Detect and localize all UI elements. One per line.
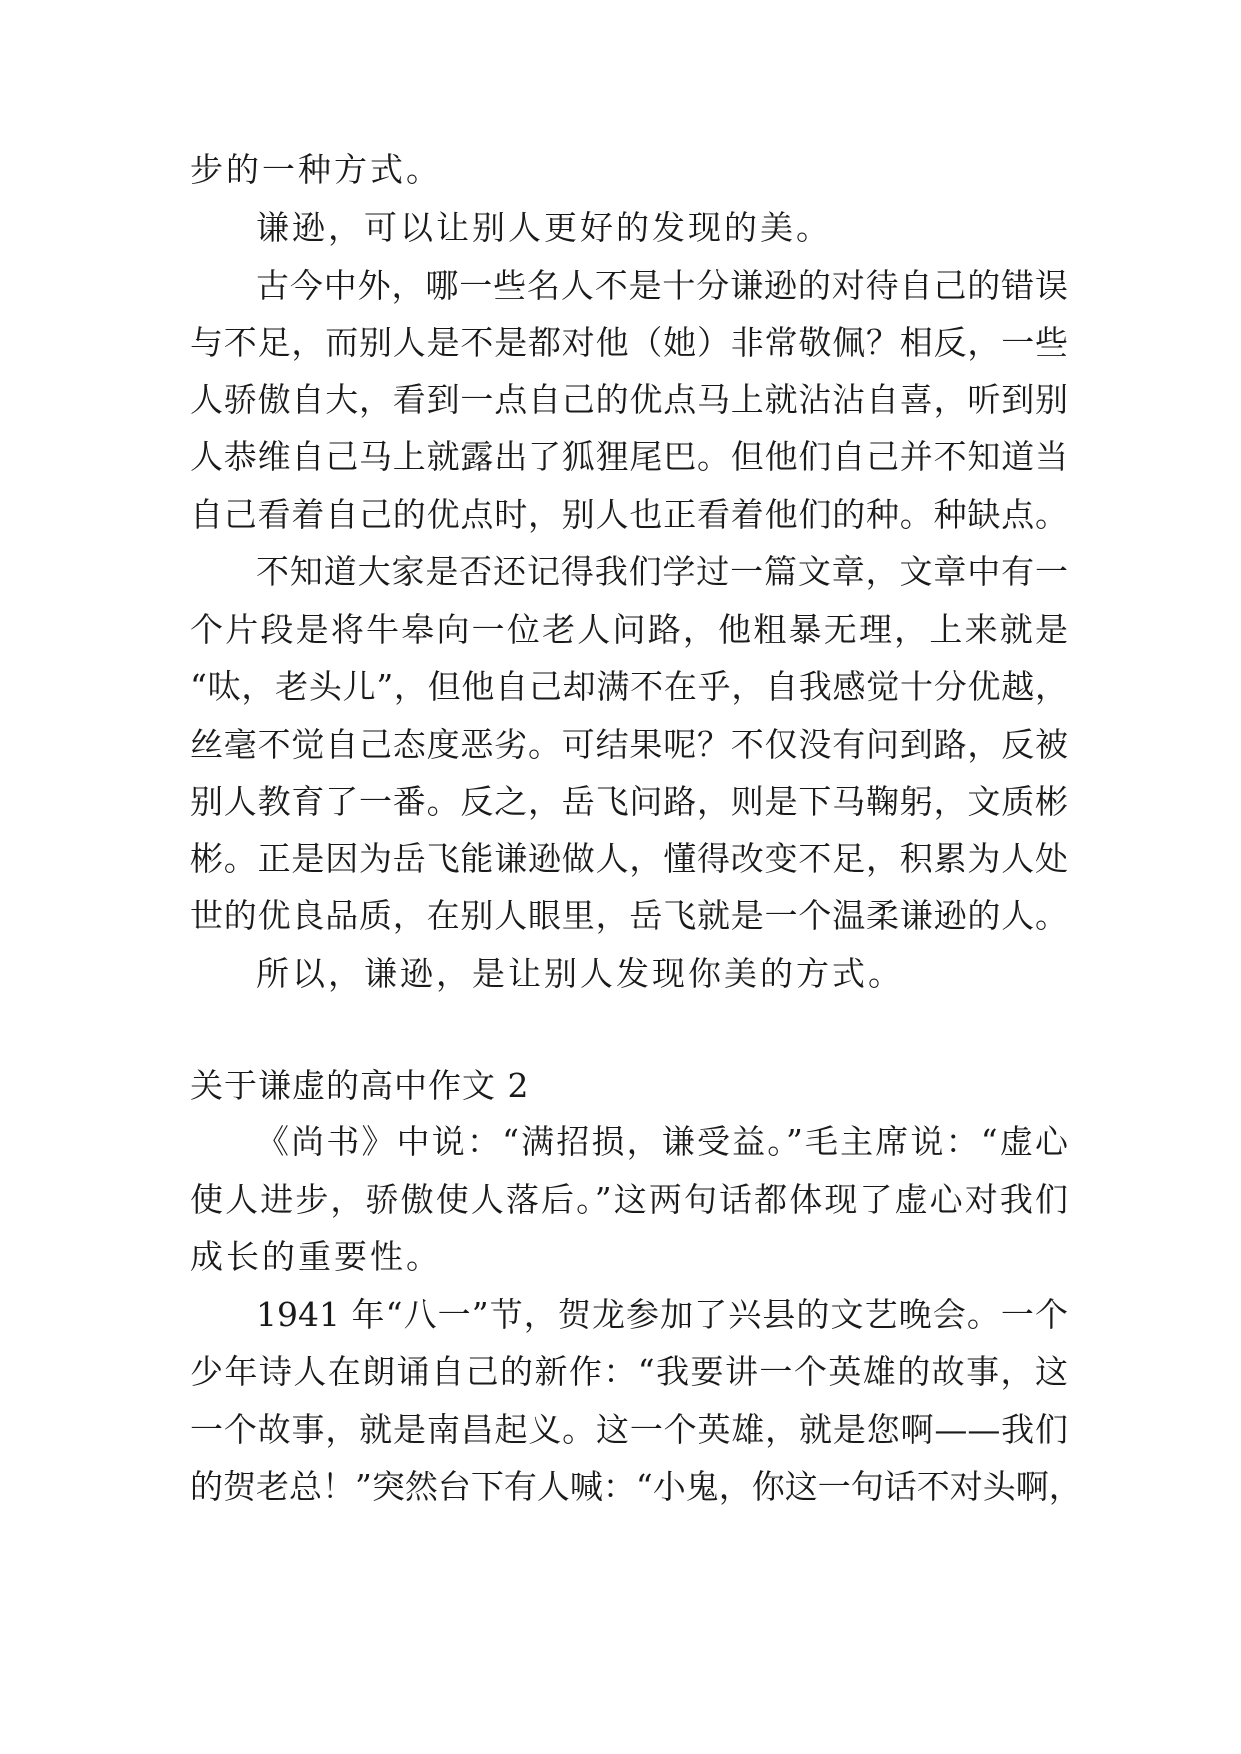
paragraph-line: 的贺老总！”突然台下有人喊：“小鬼，你这一句话不对头啊， (190, 1467, 1082, 1506)
paragraph-line: 别人教育了一番。反之，岳飞问路，则是下马鞠躬，文质彬 (190, 782, 1068, 821)
paragraph-line: 一个故事，就是南昌起义。这一个英雄，就是您啊——我们 (190, 1410, 1068, 1449)
paragraph-line: “呔，老头儿”，但他自己却满不在乎，自我感觉十分优越， (190, 667, 1068, 706)
paragraph-line: 步的一种方式。 (190, 150, 442, 189)
paragraph-line: 世的优良品质，在别人眼里，岳飞就是一个温柔谦逊的人。 (190, 896, 1068, 935)
paragraph-line: 丝毫不觉自己态度恶劣。可结果呢？不仅没有问到路，反被 (190, 725, 1068, 764)
paragraph-line: 所以，谦逊，是让别人发现你美的方式。 (256, 954, 904, 993)
paragraph-line: 个片段是将牛皋向一位老人问路，他粗暴无理，上来就是 (190, 610, 1068, 649)
paragraph-line: 古今中外，哪一些名人不是十分谦逊的对待自己的错误 (256, 266, 1068, 305)
paragraph-line: 彬。正是因为岳飞能谦逊做人，懂得改变不足，积累为人处 (190, 839, 1068, 878)
paragraph-line: 1941 年“八一”节，贺龙参加了兴县的文艺晚会。一个 (256, 1295, 1068, 1334)
paragraph-line: 《尚书》中说：“满招损，谦受益。”毛主席说：“虚心 (256, 1122, 1068, 1161)
paragraph-line: 成长的重要性。 (190, 1237, 442, 1276)
paragraph-line: 谦逊，可以让别人更好的发现的美。 (256, 208, 832, 247)
section-heading: 关于谦虚的高中作文 2 (190, 1066, 530, 1105)
paragraph-line: 与不足，而别人是不是都对他（她）非常敬佩？相反，一些 (190, 323, 1068, 362)
paragraph-line: 自己看着自己的优点时，别人也正看着他们的种。种缺点。 (190, 495, 1068, 534)
paragraph-line: 使人进步，骄傲使人落后。”这两句话都体现了虚心对我们 (190, 1180, 1068, 1219)
paragraph-line: 人恭维自己马上就露出了狐狸尾巴。但他们自己并不知道当 (190, 437, 1068, 476)
paragraph-line: 不知道大家是否还记得我们学过一篇文章，文章中有一 (256, 552, 1068, 591)
paragraph-line: 少年诗人在朗诵自己的新作：“我要讲一个英雄的故事，这 (190, 1352, 1068, 1391)
paragraph-line: 人骄傲自大，看到一点自己的优点马上就沾沾自喜，听到别 (190, 380, 1068, 419)
